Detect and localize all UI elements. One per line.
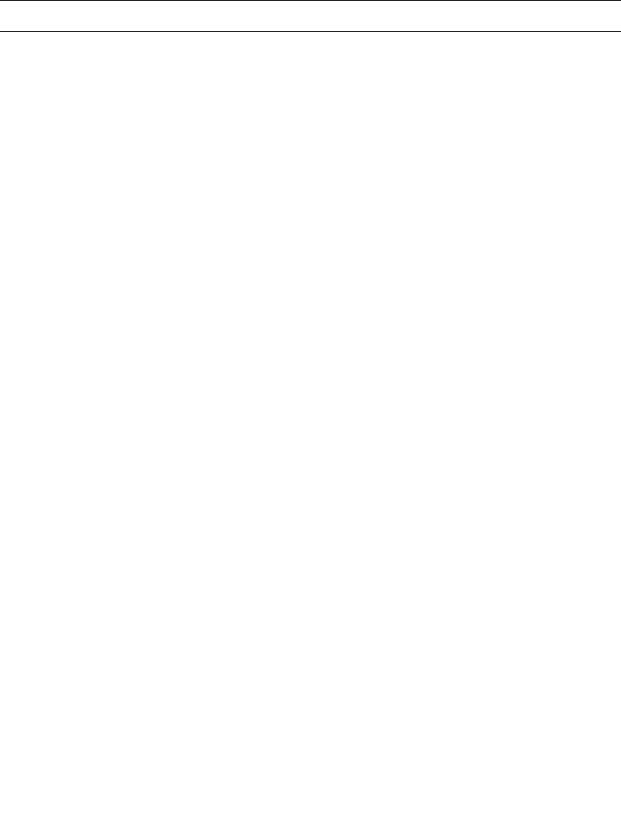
assay-table-document [0, 0, 621, 32]
section-title [0, 1, 621, 32]
